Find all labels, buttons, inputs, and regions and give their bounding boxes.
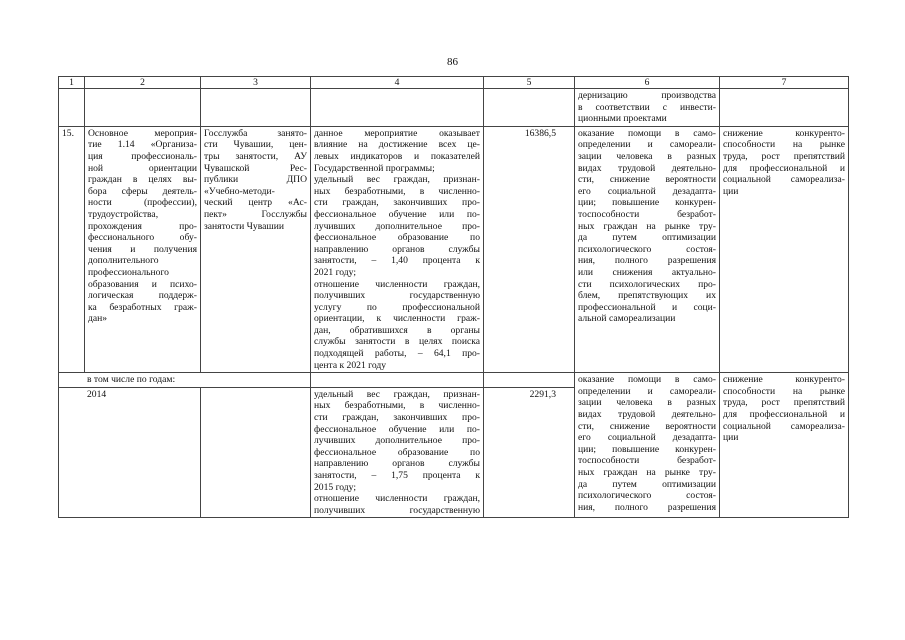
- text-line: службы занятости в целях поиска: [314, 336, 480, 348]
- text-line: ности (профессии),: [88, 197, 197, 209]
- text-line: отношение численности граждан,: [314, 493, 480, 505]
- text-line: зации человека в разных: [578, 150, 716, 162]
- text-line: цента к 2021 году: [314, 359, 387, 371]
- text-line: труда, рост препятствий: [723, 397, 845, 409]
- text-line: в соответствии с инвести-: [578, 101, 716, 113]
- text-line: альной самореализации: [578, 313, 676, 325]
- table-cell: [720, 89, 849, 127]
- column-number: 4: [311, 77, 484, 89]
- effect-cell: [575, 89, 720, 127]
- text-line: его социальной дезадапта-: [578, 432, 716, 444]
- column-number: 2: [85, 77, 201, 89]
- text-line: оказание помощи в само-: [578, 127, 716, 139]
- column-number: 7: [720, 77, 849, 89]
- row-number: 15.: [59, 126, 85, 372]
- text-line: влияние на достижение всех це-: [314, 139, 480, 151]
- text-line: услугу по профессиональной: [314, 301, 480, 313]
- text-line: Основное мероприя-: [88, 127, 197, 139]
- table-cell: [484, 89, 575, 127]
- text-line: фессионального обу-: [88, 232, 197, 244]
- text-line: граждан в целях вы-: [88, 174, 197, 186]
- text-line: получивших государственную: [314, 290, 480, 302]
- text-line: для профессиональной и: [723, 162, 845, 174]
- text-line: тие 1.14 «Организа-: [88, 139, 197, 151]
- text-line: бора сферы деятель-: [88, 185, 197, 197]
- text-line: психологического состоя-: [578, 490, 716, 502]
- page-number: 86: [447, 56, 458, 68]
- text-line: ции; повышение конкурен-: [578, 197, 716, 209]
- table-cell: [85, 89, 201, 127]
- text-line: получивших государственную: [314, 504, 480, 516]
- text-line: пект» Госслужбы: [204, 208, 307, 220]
- text-line: данное мероприятие оказывает: [314, 127, 480, 139]
- text-line: фессиональное обучение или по-: [314, 423, 480, 435]
- text-line: дернизацию производства: [578, 90, 716, 101]
- funding-amount: 16386,5: [484, 126, 575, 372]
- text-line: профессионального: [88, 266, 169, 278]
- effect-cell: [575, 126, 720, 372]
- text-line: фессиональное образование по: [314, 446, 480, 458]
- text-line: ционными проектами: [578, 113, 667, 125]
- text-line: сти психологических про-: [578, 278, 716, 290]
- text-line: ной ориентации: [88, 162, 197, 174]
- text-line: ориентации, к численности граж-: [314, 313, 480, 325]
- text-line: социальной самореализа-: [723, 420, 845, 432]
- text-line: блем, препятствующих их: [578, 290, 716, 302]
- text-line: ческий центр «Ас-: [204, 197, 307, 209]
- text-line: фессиональное образование по: [314, 232, 480, 244]
- text-line: трудоустройства,: [88, 208, 159, 220]
- text-line: ния, полного разрешения: [578, 501, 716, 513]
- text-line: ных безработными, в численно-: [314, 185, 480, 197]
- text-line: ция профессиональ-: [88, 150, 197, 162]
- text-line: ных граждан на рынке тру-: [578, 467, 716, 478]
- text-line: отношение численности граждан,: [314, 278, 480, 290]
- text-line: дополнительного: [88, 255, 159, 267]
- text-line: «Учебно-методи-: [204, 185, 275, 197]
- table-cell: [484, 373, 575, 388]
- indicator-cell: [311, 126, 484, 372]
- text-line: логическая поддерж-: [88, 290, 197, 302]
- text-line: определении и самореали-: [578, 139, 716, 151]
- text-line: прохождения про-: [88, 220, 197, 232]
- text-line: лучивших дополнительное про-: [314, 220, 480, 232]
- by-years-label: в том числе по годам:: [59, 373, 311, 388]
- text-line: удельный вес граждан, признан-: [314, 388, 480, 400]
- text-line: ка безработных граж-: [88, 301, 197, 313]
- text-line: его социальной дезадапта-: [578, 185, 716, 197]
- column-number: 6: [575, 77, 720, 89]
- text-line: сти граждан, закончивших про-: [314, 412, 480, 424]
- text-line: 2015 году;: [314, 481, 357, 493]
- column-number-row: [59, 77, 849, 89]
- text-line: зации человека в разных: [578, 397, 716, 409]
- text-line: дан»: [88, 313, 108, 325]
- table-row-by-years-heading: [59, 373, 849, 388]
- text-line: Государственной программы;: [314, 162, 435, 174]
- text-line: 2021 году;: [314, 266, 357, 278]
- indicator-cell: [311, 387, 484, 518]
- text-line: снижение конкуренто-: [723, 374, 845, 386]
- text-line: или снижения актуально-: [578, 266, 716, 278]
- text-line: труда, рост препятствий: [723, 150, 845, 162]
- table-row-continuation: [59, 89, 849, 127]
- text-line: занятости Чувашии: [204, 220, 285, 232]
- text-line: тоспособности безработ-: [578, 455, 716, 467]
- text-line: образования и психо-: [88, 278, 197, 290]
- table-row-measure-15: [59, 126, 849, 372]
- text-line: профессиональной и соци-: [578, 301, 716, 313]
- column-number: 1: [59, 77, 85, 89]
- text-line: направлению органов службы: [314, 243, 480, 255]
- text-line: видах трудовой деятельно-: [578, 162, 716, 174]
- text-line: публики ДПО: [204, 174, 307, 186]
- text-line: фессиональное обучение или по-: [314, 208, 480, 220]
- column-number: 5: [484, 77, 575, 89]
- table-cell: [201, 89, 311, 127]
- text-line: дан, обратившихся в органы: [314, 324, 480, 336]
- text-line: ции: [723, 432, 739, 444]
- text-line: ния, полного разрешения: [578, 255, 716, 267]
- text-line: ных безработными, в численно-: [314, 400, 480, 412]
- text-line: для профессиональной и: [723, 409, 845, 421]
- column-number: 3: [201, 77, 311, 89]
- year-label: 2014: [59, 387, 201, 518]
- text-line: ных граждан на рынке тру-: [578, 220, 716, 232]
- text-line: подходящей работы, – 64,1 про-: [314, 348, 480, 360]
- text-line: способности на рынке: [723, 385, 845, 397]
- text-line: Госслужба занято-: [204, 127, 307, 139]
- executor-cell: [201, 126, 311, 372]
- measure-name-cell: [85, 126, 201, 372]
- text-line: направлению органов службы: [314, 458, 480, 470]
- risk-cell: [720, 126, 849, 372]
- text-line: видах трудовой деятельно-: [578, 409, 716, 421]
- text-line: удельный вес граждан, признан-: [314, 174, 480, 186]
- table-cell: [59, 89, 85, 127]
- text-line: тры занятости, АУ: [204, 150, 307, 162]
- text-line: лучивших дополнительное про-: [314, 435, 480, 447]
- text-line: снижение конкуренто-: [723, 127, 845, 139]
- text-line: ции: [723, 185, 739, 197]
- effect-cell: [575, 373, 720, 518]
- text-line: Чувашской Рес-: [204, 162, 307, 174]
- text-line: сти граждан, закончивших про-: [314, 197, 480, 209]
- text-line: социальной самореализа-: [723, 174, 845, 186]
- text-line: чения и получения: [88, 243, 197, 255]
- text-line: да путем оптимизации: [578, 232, 716, 244]
- risk-cell: [720, 373, 849, 518]
- funding-amount: 2291,3: [484, 387, 575, 518]
- text-line: да путем оптимизации: [578, 478, 716, 490]
- text-line: психологического состоя-: [578, 243, 716, 255]
- text-line: занятости, – 1,75 процента к: [314, 470, 480, 481]
- text-line: занятости, – 1,40 процента к: [314, 255, 480, 267]
- text-line: способности на рынке: [723, 139, 845, 151]
- text-line: левых индикаторов и показателей: [314, 150, 480, 162]
- text-line: ции; повышение конкурен-: [578, 443, 716, 455]
- text-line: тоспособности безработ-: [578, 208, 716, 220]
- text-line: сти, снижение вероятности: [578, 174, 716, 186]
- table-cell: [311, 373, 484, 388]
- text-line: сти Чувашии, цен-: [204, 139, 307, 151]
- text-line: оказание помощи в само-: [578, 374, 716, 386]
- text-line: определении и самореали-: [578, 385, 716, 397]
- table-cell: [311, 89, 484, 127]
- measures-table: [58, 76, 849, 518]
- text-line: сти, снижение вероятности: [578, 420, 716, 432]
- table-cell: [201, 387, 311, 518]
